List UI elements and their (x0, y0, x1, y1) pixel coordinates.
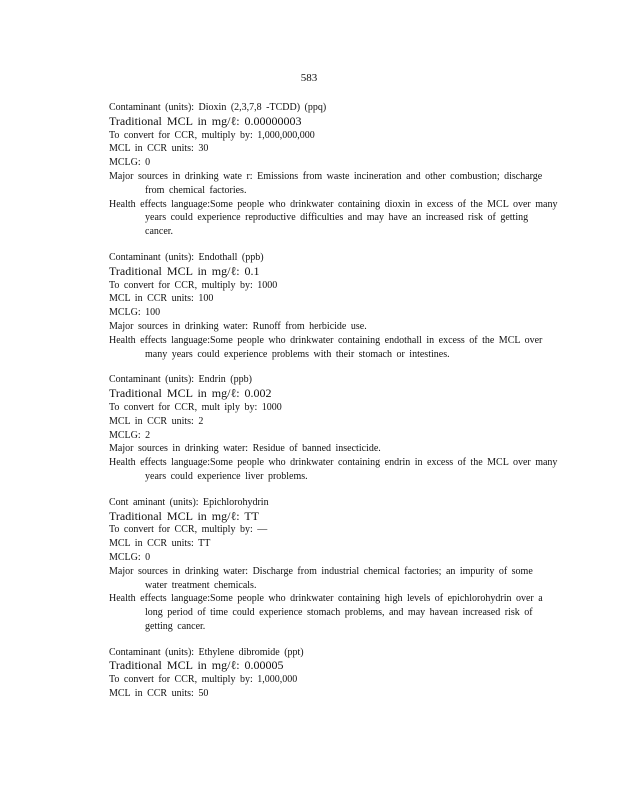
contaminant-name: Contaminant (units): Endrin (ppb) (109, 374, 252, 386)
mcl-ccr-units: MCL in CCR units: 30 (109, 143, 209, 155)
mclg: MCLG: 0 (109, 551, 151, 563)
mcl-ccr-units: MCL in CCR units: TT (109, 538, 211, 550)
traditional-mcl: Traditional MCL in mg/ℓ: 0.002 (109, 386, 272, 401)
mcl-ccr-units: MCL in CCR units: 50 (109, 688, 209, 700)
mcl-ccr-units: MCL in CCR units: 2 (109, 415, 204, 427)
health-effects: Health effects language:Some people who drinkwater containing endrin in excess of the MCL over many years could experience liver problems. (109, 457, 558, 482)
traditional-mcl: Traditional MCL in mg/ℓ: 0.1 (109, 263, 260, 278)
conversion-factor: To convert for CCR, multiply by: — (109, 524, 268, 536)
major-sources: Major sources in drinking water: Runoff from herbicide use. (109, 320, 367, 332)
traditional-mcl: Traditional MCL in mg/ℓ: TT (109, 508, 259, 523)
contaminant-entry-ethylene-dibromide (109, 646, 559, 701)
contaminant-entry-dioxin (109, 101, 559, 239)
contaminant-name: Contaminant (units): Ethylene dibromide (ppt) (109, 646, 304, 658)
mclg: MCLG: 2 (109, 429, 151, 441)
major-sources: Major sources in drinking water: Discharge from industrial chemical factories; an impurity of some water treatment chemicals. (109, 565, 533, 591)
page-number: 583 (300, 72, 318, 84)
document-body (109, 101, 559, 713)
health-effects: Health effects language:Some people who drinkwater containing high levels of epichlorohydrin over a long period of time could experience stomach problems, and may havean increased risk of getting cancer. (109, 593, 543, 632)
mcl-ccr-units: MCL in CCR units: 100 (109, 293, 214, 305)
conversion-factor: To convert for CCR, multiply by: 1,000,000 (109, 674, 298, 686)
contaminant-name: Contaminant (units): Dioxin (2,3,7,8 -TCDD) (ppq) (109, 102, 327, 113)
major-sources: Major sources in drinking water: Residue of banned insecticide. (109, 443, 381, 455)
health-effects: Health effects language:Some people who drinkwater containing dioxin in excess of the MCL over many years could experience reproductive difficulties and may have an increased risk of getting cancer. (109, 198, 558, 238)
contaminant-entry-endrin (109, 373, 559, 483)
mclg: MCLG: 0 (109, 157, 151, 169)
traditional-mcl: Traditional MCL in mg/ℓ: 0.00000003 (109, 113, 302, 128)
contaminant-name: Cont aminant (units): Epichlorohydrin (109, 496, 269, 508)
health-effects: Health effects language:Some people who drinkwater containing endothall in excess of the MCL over many years could experience problems with their stomach or intestines. (109, 334, 543, 360)
contaminant-name: Contaminant (units): Endothall (ppb) (109, 251, 264, 263)
traditional-mcl: Traditional MCL in mg/ℓ: 0.00005 (109, 658, 284, 673)
contaminant-entry-epichlorohydrin (109, 496, 559, 634)
mclg: MCLG: 100 (109, 307, 161, 319)
conversion-factor: To convert for CCR, mult iply by: 1000 (109, 401, 282, 413)
contaminant-entry-endothall (109, 251, 559, 361)
conversion-factor: To convert for CCR, multiply by: 1000 (109, 279, 278, 291)
major-sources: Major sources in drinking wate r: Emissions from waste incineration and other combustion; discharge from chemical factories. (109, 170, 543, 196)
conversion-factor: To convert for CCR, multiply by: 1,000,000,000 (109, 129, 315, 141)
